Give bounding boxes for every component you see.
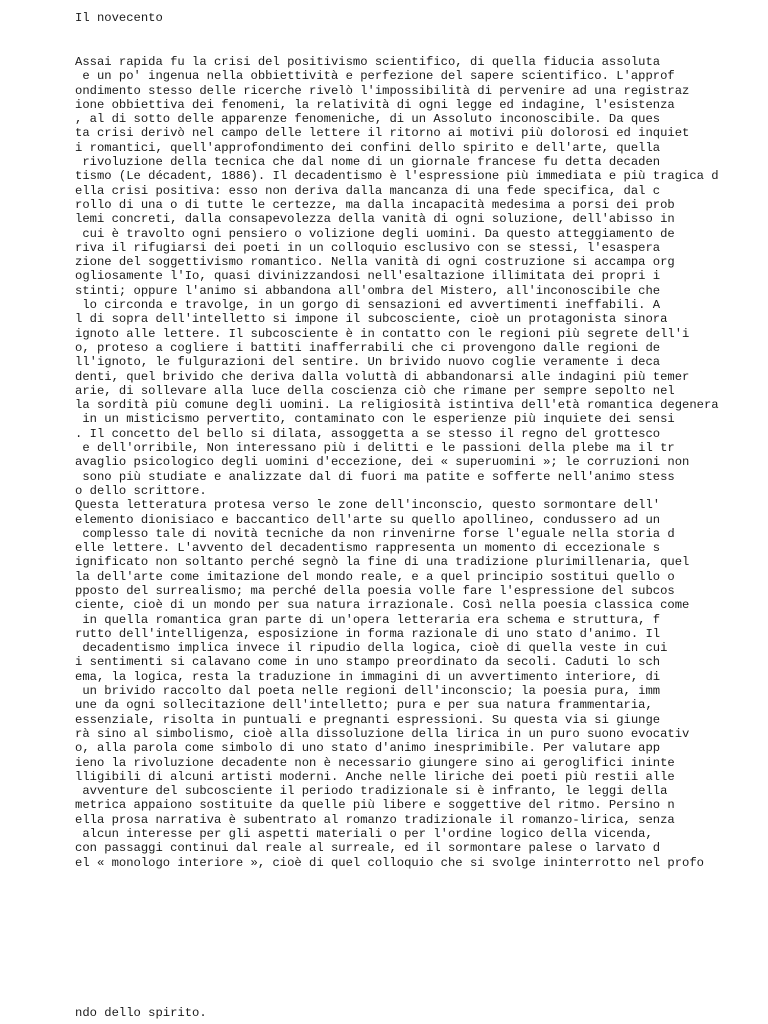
text-line: . Il concetto del bello si dilata, assoggetta a se stesso il regno del grottesco xyxy=(75,426,661,441)
text-line: ella crisi positiva: esso non deriva dalla mancanza di una fede specifica, dal c xyxy=(75,183,661,198)
text-line: avaglio psicologico degli uomini d'eccezione, dei « superuomini »; le corruzioni non xyxy=(75,455,690,470)
text-line: ignoto alle lettere. Il subcosciente è in contatto con le regioni più segrete dell'i xyxy=(75,326,690,341)
text-line: in quella romantica gran parte di un'opera letteraria era schema e struttura, f xyxy=(75,612,661,627)
text-line: o dello scrittore. xyxy=(75,483,207,498)
text-line: lemi concreti, dalla consapevolezza della vanità di ogni soluzione, dell'abisso in xyxy=(75,212,675,227)
text-line: lligibili di alcuni artisti moderni. Anche nelle liriche dei poeti più restii alle xyxy=(75,769,675,784)
page-header-title: Il novecento xyxy=(75,11,163,25)
text-line: o, alla parola come simbolo di uno stato d'animo inesprimibile. Per valutare app xyxy=(75,741,661,756)
text-line: o, proteso a cogliere i battiti inafferrabili che ci provengono dalle regioni de xyxy=(75,340,661,355)
text-line: un brivido raccolto dal poeta nelle regioni dell'inconscio; la poesia pura, imm xyxy=(75,684,661,699)
text-line: ema, la logica, resta la traduzione in immagini di un avvertimento interiore, di xyxy=(75,669,661,684)
text-line: lo circonda e travolge, in un gorgo di sensazioni ed avvertimenti ineffabili. A xyxy=(75,298,661,313)
text-line: cui è travolto ogni pensiero o volizione degli uomini. Da questo atteggiamento de xyxy=(75,226,675,241)
text-line: denti, quel brivido che deriva dalla voluttà di abbandonarsi alle indagini più temer xyxy=(75,369,690,384)
text-line: decadentismo implica invece il ripudio della logica, cioè di quella veste in cui xyxy=(75,641,668,656)
text-line: metrica appaiono sostituite da quelle più libere e soggettive del ritmo. Persino n xyxy=(75,798,675,813)
text-line: ieno la rivoluzione decadente non è necessario giungere sino ai geroglifici ininte xyxy=(75,755,675,770)
text-line: Assai rapida fu la crisi del positivismo scientifico, di quella fiducia assoluta xyxy=(75,55,661,69)
text-line: ogliosamente l'Io, quasi divinizzandosi nell'esaltazione illimitata dei propri i xyxy=(75,269,661,284)
text-line: elemento dionisiaco e baccantico dell'arte su quello apollineo, condussero ad un xyxy=(75,512,661,527)
text-line: in un misticismo pervertito, contaminato con le esperienze più inquiete dei sensi xyxy=(75,412,675,427)
text-line: i romantici, quell'approfondimento dei confini dello spirito e dell'arte, quella xyxy=(75,140,661,155)
text-line: Questa letteratura protesa verso le zone dell'inconscio, questo sormontare dell' xyxy=(75,498,661,513)
text-line: avventure del subcosciente il periodo tradizionale si è infranto, le leggi della xyxy=(75,784,668,799)
text-line: ione obbiettiva dei fenomeni, la relatività di ogni legge ed indagine, l'esistenza xyxy=(75,97,675,112)
text-line: la dell'arte come imitazione del mondo reale, e a quel principio sostitui quello o xyxy=(75,569,675,584)
text-line: pposto del surrealismo; ma perché della poesia volle fare l'espressione del subcos xyxy=(75,583,675,598)
text-line: arie, di sollevare alla luce della coscienza ciò che rimane per sempre sepolto nel xyxy=(75,383,675,398)
text-line: e un po' ingenua nella obbiettività e perfezione del sapere scientifico. L'approf xyxy=(75,69,675,84)
text-line: elle lettere. L'avvento del decadentismo rappresenta un momento di eccezionale s xyxy=(75,541,661,556)
text-line: l di sopra dell'intelletto si impone il subcosciente, cioè un protagonista sinora xyxy=(75,312,668,327)
text-line: complesso tale di novità tecniche da non rinvenirne forse l'eguale nella storia d xyxy=(75,526,675,541)
text-line: ondimento stesso delle ricerche rivelò l'impossibilità di pervenire ad una registraz xyxy=(75,83,690,98)
text-line: ciente, cioè di un mondo per sua natura irrazionale. Così nella poesia classica come xyxy=(75,598,690,613)
body-text xyxy=(75,55,719,870)
text-line: rivoluzione della tecnica che dal nome di un giornale francese fu detta decaden xyxy=(75,155,661,170)
text-line: sono più studiate e analizzate dal di fuori ma patite e sofferte nell'animo stess xyxy=(75,469,675,484)
text-line: rutto dell'intelligenza, esposizione in forma razionale di uno stato d'animo. Il xyxy=(75,626,661,641)
text-line: el « monologo interiore », cioè di quel colloquio che si svolge ininterrotto nel profo xyxy=(75,855,704,870)
text-line: une da ogni sollecitazione dell'intelletto; pura e per sua natura frammentaria, xyxy=(75,698,653,713)
text-line: rà sino al simbolismo, cioè alla dissoluzione della lirica in un puro suono evocativ xyxy=(75,726,690,741)
text-line: alcun interesse per gli aspetti materiali o per l'ordine logico della vicenda, xyxy=(75,827,653,842)
text-line: la sordità più comune degli uomini. La religiosità istintiva dell'età romantica degenera xyxy=(75,398,719,413)
text-line: rollo di una o di tutte le certezze, ma dalla incapacità medesima a porsi dei prob xyxy=(75,197,675,212)
text-line: ll'ignoto, le fulgurazioni del sentire. Un brivido nuovo coglie veramente i deca xyxy=(75,355,661,370)
text-line: , al di sotto delle apparenze fenomeniche, di un Assoluto inconoscibile. Da ques xyxy=(75,112,661,127)
text-line: con passaggi continui dal reale al surreale, ed il sormontare palese o larvato d xyxy=(75,841,661,856)
text-line: zione del soggettivismo romantico. Nella vanità di ogni costruzione si accampa org xyxy=(75,255,675,270)
text-line: e dell'orribile, Non interessano più i delitti e le passioni della plebe ma il tr xyxy=(75,441,675,456)
text-line: essenziale, risolta in puntuali e pregnanti espressioni. Su questa via si giunge xyxy=(75,712,661,727)
body-tail-line: ndo dello spirito. xyxy=(75,1006,207,1020)
text-line: tismo (Le décadent, 1886). Il decadentismo è l'espressione più immediata e più tragica d xyxy=(75,169,719,184)
text-line: ta crisi derivò nel campo delle lettere il ritorno ai motivi più dolorosi ed inquiet xyxy=(75,126,690,141)
text-line: ignificato non soltanto perché segnò la fine di una tradizione plurimillenaria, quel xyxy=(75,555,690,570)
text-line: stinti; oppure l'animo si abbandona all'ombra del Mistero, all'inconoscibile che xyxy=(75,283,661,298)
text-line: riva il rifugiarsi dei poeti in un colloquio esclusivo con se stessi, l'esaspera xyxy=(75,240,661,255)
text-line: ella prosa narrativa è subentrato al romanzo tradizionale il romanzo-lirica, senza xyxy=(75,812,675,827)
text-line: i sentimenti si calavano come in uno stampo preordinato da secoli. Caduti lo sch xyxy=(75,655,661,670)
